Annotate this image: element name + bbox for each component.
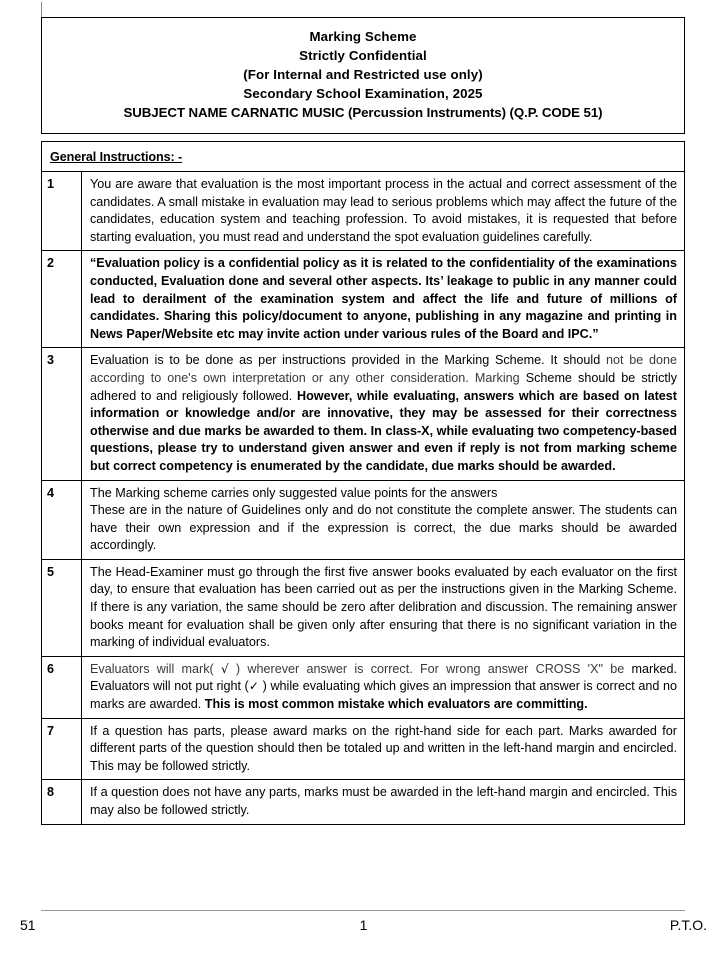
title-line-subject-code: SUBJECT NAME CARNATIC MUSIC (Percussion Instruments) (Q.P. CODE 51) bbox=[123, 105, 603, 120]
row4-line-2: These are in the nature of Guidelines only and do not constitute the complete answer. The students can have their own expression and if the expression is correct, the due marks should be awarded accordingly. bbox=[90, 503, 677, 553]
title-line-internal-use: (For Internal and Restricted use only) bbox=[243, 67, 483, 82]
row-number: 8 bbox=[42, 780, 82, 823]
table-row bbox=[42, 481, 684, 560]
general-instructions-table bbox=[41, 141, 685, 825]
table-row bbox=[42, 560, 684, 657]
row6-segment-3: marked. Evaluators will not put right ( bbox=[90, 661, 677, 694]
table-row bbox=[42, 657, 684, 719]
table-row bbox=[42, 251, 684, 348]
page-footer bbox=[20, 917, 707, 933]
checkmark-icon: ✓ bbox=[248, 679, 260, 694]
row6-segment-1: Evaluators will mark( bbox=[90, 661, 221, 676]
row3-mid-text: Scheme should be strictly adhered to and religiously followed. bbox=[90, 370, 677, 403]
table-row bbox=[42, 780, 684, 823]
row4-line-1: The Marking scheme carries only suggested value points for the answers bbox=[90, 485, 498, 500]
row6-segment-4: ) while evaluating which gives an impression that answer is correct and no marks are awarded. bbox=[90, 679, 677, 712]
footer-divider bbox=[41, 910, 685, 911]
row3-lead-text: Evaluation is to be done as per instructions provided in the Marking Scheme. It should bbox=[90, 353, 606, 368]
left-margin-rule bbox=[41, 2, 42, 18]
row6-segment-5-bold: This is most common mistake which evaluators are committing. bbox=[204, 697, 588, 712]
row-number: 4 bbox=[42, 481, 82, 559]
row6-segment-2: ) wherever answer is correct. For wrong answer CROSS 'X" be bbox=[228, 661, 632, 676]
row-number: 7 bbox=[42, 719, 82, 780]
title-line-exam-year: Secondary School Examination, 2025 bbox=[243, 86, 483, 101]
header-title-box bbox=[41, 17, 685, 134]
table-row bbox=[42, 172, 684, 251]
row-text: You are aware that evaluation is the most important process in the actual and correct assessment of the candidates. A small mistake in evaluation may lead to serious problems which may affect the future of the candidates, education system and teaching profession. To avoid mistakes, it is requested that before starting evaluation, you must read and understand the spot evaluation guidelines carefully. bbox=[90, 177, 677, 244]
row-text: If a question does not have any parts, marks must be awarded in the left-hand margin and encircled. This may also be followed strictly. bbox=[90, 785, 677, 817]
footer-pto: P.T.O. bbox=[669, 917, 707, 933]
general-instructions-header-row bbox=[42, 142, 684, 172]
row-text: If a question has parts, please award marks on the right-hand side for each part. Marks awarded for different parts of the question should then be totaled up and written in the left-hand margin and encircled. This may be followed strictly. bbox=[90, 723, 677, 773]
row-text bbox=[82, 657, 684, 718]
row3-bold-text: However, while evaluating, answers which are based on latest information or knowledge and/or are innovative, they may be assessed for their correctness otherwise and due marks be awarded to them. In class-X, while evaluating two competency-based questions, please try to understand given answer and even if reply is not from marking scheme but correct competency is enumerated by the candidate, due marks should be awarded. bbox=[90, 388, 677, 473]
row-text: The Head-Examiner must go through the first five answer books evaluated by each evaluator on the first day, to ensure that evaluation has been carried out as per the instructions given in the Marking Scheme. If there is any variation, the same should be zero after delibration and discussion. The remaining answer books meant for evaluation shall be given only after ensuring that there is no significant variation in the marking of individual evaluators. bbox=[90, 564, 677, 650]
general-instructions-heading: General Instructions: - bbox=[50, 150, 183, 164]
row-number: 5 bbox=[42, 560, 82, 656]
radical-check-icon: √ bbox=[221, 661, 229, 676]
title-line-marking-scheme: Marking Scheme bbox=[309, 29, 417, 44]
row-text bbox=[82, 481, 684, 559]
title-line-strictly-confidential: Strictly Confidential bbox=[299, 48, 427, 63]
row3-faint-text: not be done according to one's own interpretation or any other consideration. Marking bbox=[90, 353, 677, 385]
row-number: 1 bbox=[42, 172, 82, 250]
row-number: 6 bbox=[42, 657, 82, 718]
footer-subject-code: 51 bbox=[20, 917, 36, 933]
footer-page-number: 1 bbox=[359, 917, 368, 933]
row-number: 3 bbox=[42, 348, 82, 479]
row-text: “Evaluation policy is a confidential policy as it is related to the confidentiality of the examinations conducted, Evaluation done and several other aspects. Its’ leakage to public in any manner could lead to derailment of the examination system and affect the life and future of millions of candidates. Sharing this policy/document to anyone, publishing in any magazine and printing in News Paper/Website etc may invite action under various rules of the Board and IPC.” bbox=[90, 256, 677, 341]
table-row bbox=[42, 348, 684, 480]
row-text bbox=[82, 348, 684, 479]
row-number: 2 bbox=[42, 251, 82, 347]
table-row bbox=[42, 719, 684, 781]
